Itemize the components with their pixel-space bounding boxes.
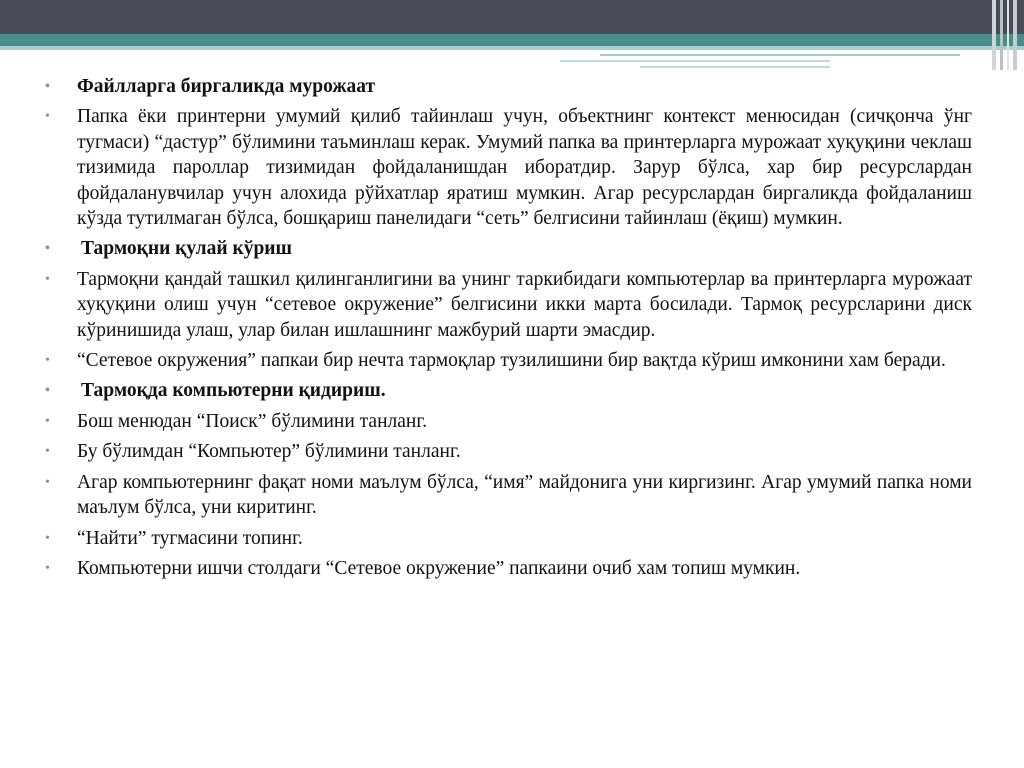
item-text: Тармоқда компьютерни қидириш. bbox=[81, 380, 386, 402]
accent-strip-light bbox=[0, 46, 1024, 50]
decorative-bar bbox=[1013, 0, 1017, 70]
list-item bbox=[42, 348, 972, 373]
bullet-icon: • bbox=[45, 241, 50, 257]
item-text: “Найти” тугмасини топинг. bbox=[77, 527, 303, 549]
bullet-icon: • bbox=[45, 474, 50, 490]
decorative-bar bbox=[992, 0, 996, 70]
bullet-icon: • bbox=[45, 79, 50, 94]
header-band bbox=[0, 0, 1024, 34]
accent-strip bbox=[0, 34, 1024, 46]
bullet-icon: • bbox=[45, 109, 50, 125]
bullet-icon: • bbox=[45, 444, 50, 460]
item-text: Бу бўлимдан “Компьютер” бўлимини танланг. bbox=[77, 441, 461, 463]
bullet-icon: • bbox=[45, 413, 50, 429]
bullet-icon: • bbox=[45, 530, 50, 546]
item-text: Компьютерни ишчи столдаги “Сетевое окружение” папкаини очиб хам топиш мумкин. bbox=[77, 557, 801, 579]
bullet-icon: • bbox=[45, 383, 50, 399]
list-item bbox=[42, 378, 972, 403]
bullet-icon: • bbox=[45, 271, 50, 287]
item-text: Тармоқни қулай кўриш bbox=[81, 238, 293, 260]
list-item bbox=[42, 267, 972, 343]
list-item bbox=[42, 470, 972, 521]
item-text: Агар компьютернинг фақат номи маълум бўлса, “имя” майдонига уни киргизинг. Агар умумий папка номи маълум бўлса, уни киритинг. bbox=[77, 471, 972, 519]
item-text: Файлларга биргаликда мурожаат bbox=[77, 76, 376, 97]
decorative-line bbox=[560, 60, 830, 62]
list-item bbox=[42, 526, 972, 551]
list-item bbox=[42, 104, 972, 231]
bullet-icon: • bbox=[45, 353, 50, 369]
list-item bbox=[42, 556, 972, 581]
list-item bbox=[42, 236, 972, 261]
item-text: Папка ёки принтерни умумий қилиб тайинлаш учун, объектнинг контекст менюсидан (сичқонча ўнг тугмаси) “дастур” бўлимини таъминлаш керак. Умумий папка ва принтерларга мурожаат хуқуқини чеклаш тизимида пароллар тизимидан фойдаланишдан иборатдир. Зарур бўлса, хар бир ресурслардан фойдаланувчилар учун алохида рўйхатлар яратиш мумкин. Агар ресурслардан биргаликда фойдаланиш кўзда тутилмаган бўлса, бошқариш панелидаги “сеть” белгисини тайинлаш (ёқиш) мумкин. bbox=[77, 106, 972, 230]
list-item bbox=[42, 409, 972, 434]
item-text: Бош менюдан “Поиск” бўлимини танланг. bbox=[77, 410, 428, 432]
bullet-icon: • bbox=[45, 560, 50, 576]
list-item bbox=[42, 439, 972, 464]
decorative-bar bbox=[1000, 0, 1003, 70]
list-item bbox=[42, 74, 972, 99]
decorative-line bbox=[640, 66, 830, 68]
bullet-list bbox=[42, 74, 972, 586]
decorative-line bbox=[600, 54, 960, 56]
item-text: “Сетевое окружения” папкаи бир нечта тармоқлар тузилишини бир вақтда кўриш имконини хам беради. bbox=[77, 350, 946, 372]
item-text: Тармоқни қандай ташкил қилинганлигини ва унинг таркибидаги компьютерлар ва принтерларга мурожаат хуқуқини олиш учун “сетевое окружение” белгисини икки марта босилади. Тармоқ ресурсларини диск кўринишида улаш, улар билан ишлашнинг мажбурий шарти эмасдир. bbox=[77, 268, 972, 341]
decorative-bar bbox=[1007, 0, 1009, 70]
